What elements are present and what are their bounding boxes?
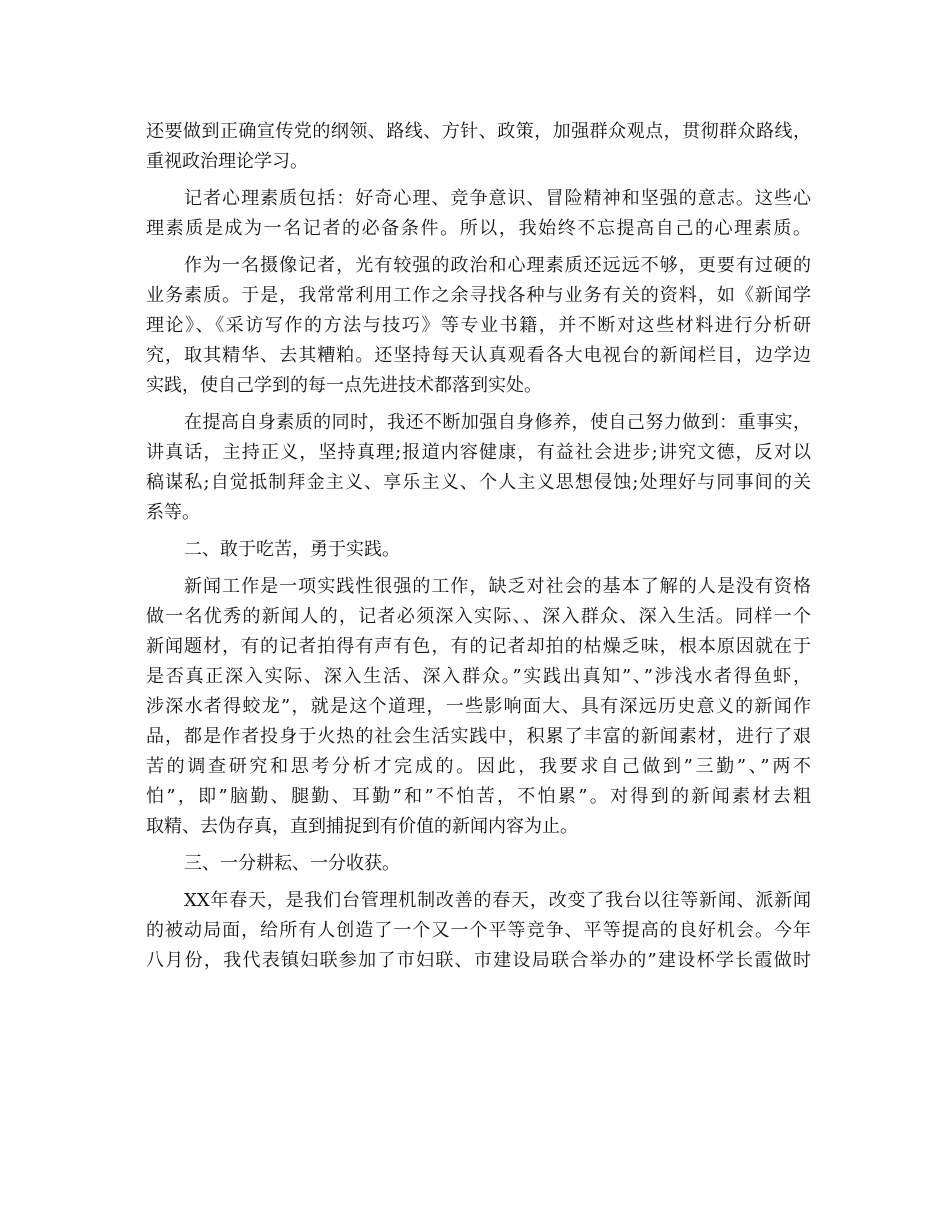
text-line: 怕”，即”脑勤、腿勤、耳勤”和”不怕苦，不怕累”。对得到的新闻素材去粗: [146, 786, 811, 807]
section-heading-three: [146, 849, 811, 879]
text-line: 做一名优秀的新闻人的，记者必须深入实际、、深入群众、深入生活。同样一个: [146, 606, 811, 627]
document-body: [146, 117, 811, 976]
text-line: 涉深水者得蛟龙”，就是这个道理，一些影响面大、具有深远历史意义的新闻作: [146, 696, 811, 717]
text-line: 业务素质。于是，我常常利用工作之余寻找各种与业务有关的资料，如《新闻学: [146, 285, 811, 306]
text-line: XX年春天，是我们台管理机制改善的春天，改变了我台以往等新闻、派新闻: [184, 890, 811, 911]
paragraph-political-quality-end: [146, 117, 811, 177]
text-line: 取精、去伪存真，直到捕捉到有价值的新闻内容为止。: [146, 816, 578, 837]
paragraph-practice: [146, 572, 811, 842]
text-line: 究，取其精华、去其糟粕。还坚持每天认真观看各大电视台的新闻栏目，边学边: [146, 345, 811, 366]
paragraph-psychological-quality: [146, 184, 811, 244]
text-line: 系等。: [146, 502, 200, 523]
text-line: 在提高自身素质的同时，我还不断加强自身修养，使自己努力做到：重事实，: [184, 412, 811, 433]
text-line: 新闻题材，有的记者拍得有声有色，有的记者却拍的枯燥乏味，根本原因就在于: [146, 636, 811, 657]
text-line: 记者心理素质包括：好奇心理、竞争意识、冒险精神和坚强的意志。这些心: [184, 188, 811, 209]
paragraph-spring-reform: [146, 886, 811, 976]
text-line: 理论》、《采访写作的方法与技巧》等专业书籍，并不断对这些材料进行分析研: [146, 315, 811, 336]
text-line: 实践，使自己学到的每一点先进技术都落到实处。: [146, 375, 542, 396]
section-heading-two: [146, 535, 811, 565]
paragraph-self-cultivation: [146, 408, 811, 528]
section-heading: 二、敢于吃苦，勇于实践。: [184, 539, 400, 560]
text-line: 重视政治理论学习。: [146, 151, 308, 172]
text-line: 新闻工作是一项实践性很强的工作，缺乏对社会的基本了解的人是没有资格: [184, 576, 811, 597]
text-line: 理素质是成为一名记者的必备条件。所以，我始终不忘提高自己的心理素质。: [146, 218, 811, 239]
text-line: 八月份，我代表镇妇联参加了市妇联、市建设局联合举办的”建设杯学长霞做时: [146, 950, 811, 971]
text-line: 的被动局面，给所有人创造了一个又一个平等竞争、平等提高的良好机会。今年: [146, 920, 811, 941]
text-line: 苦的调查研究和思考分析才完成的。因此，我要求自己做到”三勤”、”两不: [146, 756, 811, 777]
text-line: 作为一名摄像记者，光有较强的政治和心理素质还远远不够，更要有过硬的: [184, 255, 811, 276]
section-heading: 三、一分耕耘、一分收获。: [184, 853, 400, 874]
text-line: 讲真话，主持正义，坚持真理;报道内容健康，有益社会进步;讲究文德，反对以: [146, 442, 811, 463]
text-line: 还要做到正确宣传党的纲领、路线、方针、政策，加强群众观点，贯彻群众路线，: [146, 121, 811, 142]
paragraph-professional-quality: [146, 251, 811, 401]
text-line: 品，都是作者投身于火热的社会生活实践中，积累了丰富的新闻素材，进行了艰: [146, 726, 811, 747]
text-line: 是否真正深入实际、深入生活、深入群众。”实践出真知”、”涉浅水者得鱼虾，: [146, 666, 811, 687]
text-line: 稿谋私;自觉抵制拜金主义、享乐主义、个人主义思想侵蚀;处理好与同事间的关: [146, 472, 811, 493]
